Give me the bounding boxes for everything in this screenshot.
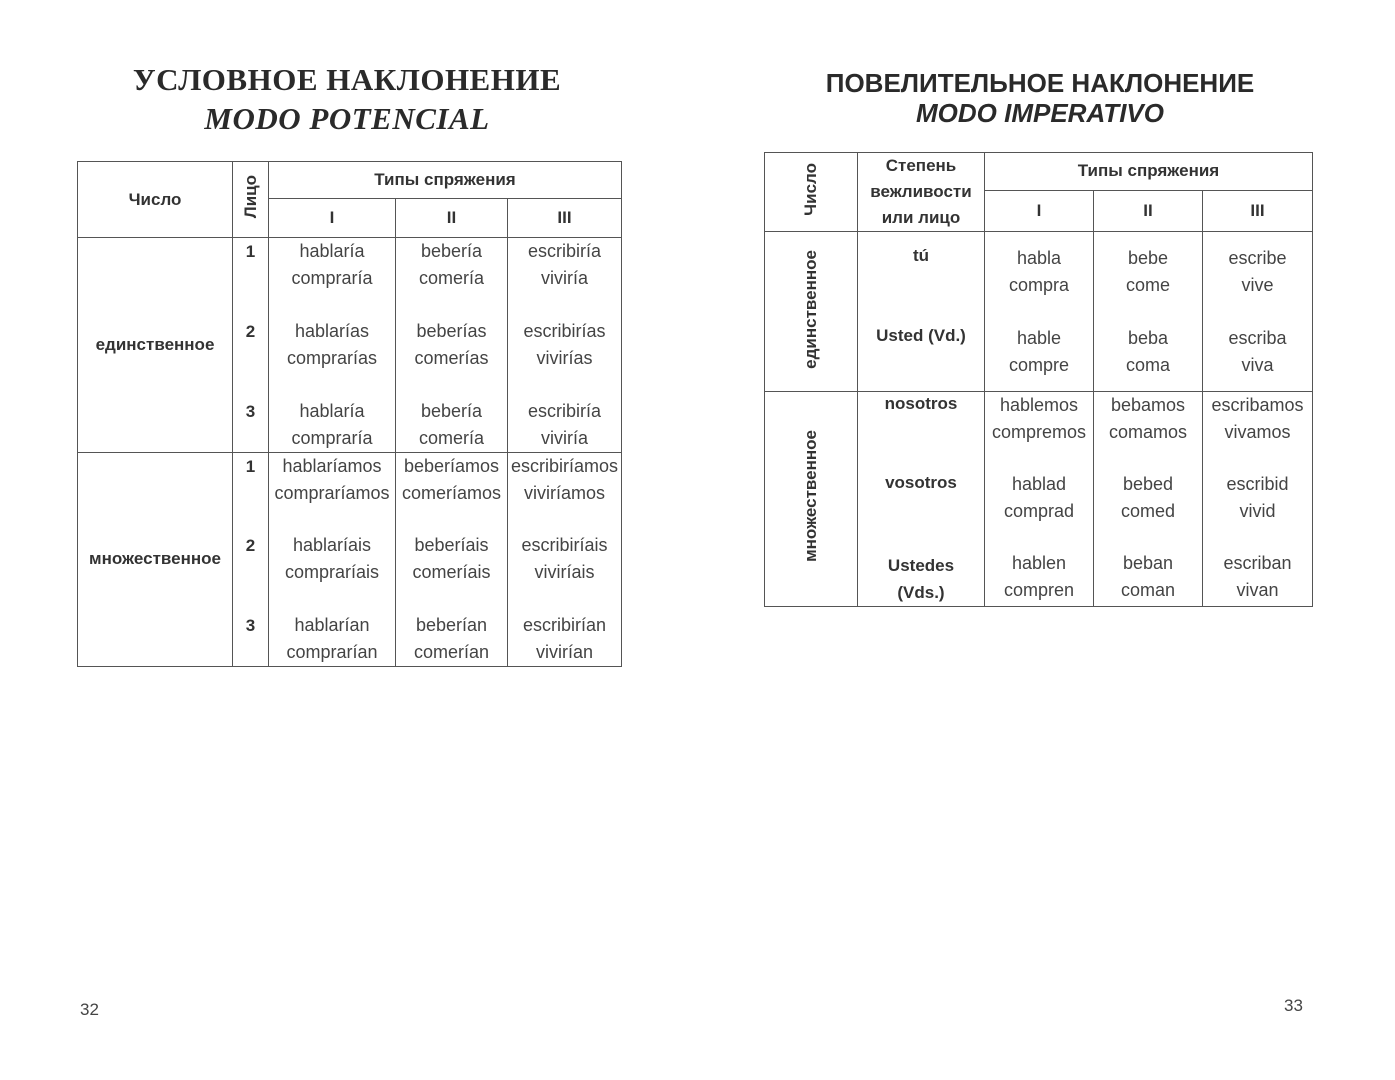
person-number: 2 bbox=[233, 318, 269, 398]
person-label: vosotros bbox=[858, 471, 985, 550]
verb-form-cell: bebería comería bbox=[396, 238, 508, 318]
page-number: 32 bbox=[80, 1000, 99, 1019]
left-page bbox=[0, 0, 690, 1080]
person-number: 3 bbox=[233, 398, 269, 453]
page-subtitle: MODO POTENCIAL bbox=[204, 101, 490, 136]
header-number: Число bbox=[765, 153, 858, 232]
verb-form-cell: hablaría compraría bbox=[269, 398, 396, 453]
header-conj-1: I bbox=[269, 199, 396, 238]
conditional-mood-table bbox=[77, 161, 622, 667]
row-label-singular: единственное bbox=[765, 232, 858, 392]
verb-form-cell: escribiríais viviríais bbox=[508, 532, 622, 612]
header-conj-3: III bbox=[508, 199, 622, 238]
verb-form-cell: beban coman bbox=[1094, 550, 1203, 607]
page-subtitle: MODO IMPERATIVO bbox=[916, 98, 1164, 128]
person-number: 1 bbox=[233, 452, 269, 532]
verb-form-cell: bebed comed bbox=[1094, 471, 1203, 550]
verb-form-cell: hable compre bbox=[985, 312, 1094, 392]
header-conj-3: III bbox=[1203, 190, 1313, 231]
person-number: 1 bbox=[233, 238, 269, 318]
verb-form-cell: beberíamos comeríamos bbox=[396, 452, 508, 532]
verb-form-cell: escribiría viviría bbox=[508, 238, 622, 318]
verb-form-cell: escribamos vivamos bbox=[1203, 392, 1313, 471]
verb-form-cell: bebería comería bbox=[396, 398, 508, 453]
header-politeness: Степень вежливости или лицо bbox=[858, 153, 985, 232]
row-label-singular: единственное bbox=[78, 238, 233, 453]
verb-form-cell: escribirían vivirían bbox=[508, 612, 622, 667]
verb-form-cell: escribe vive bbox=[1203, 232, 1313, 312]
person-label: tú bbox=[858, 232, 985, 312]
page-title: УСЛОВНОЕ НАКЛОНЕНИЕ bbox=[132, 62, 562, 97]
verb-form-cell: escribiría viviría bbox=[508, 398, 622, 453]
verb-form-cell: hablarían comprarían bbox=[269, 612, 396, 667]
right-page bbox=[700, 0, 1395, 1080]
header-conj-2: II bbox=[1094, 190, 1203, 231]
header-person: Лицо bbox=[233, 162, 269, 238]
header-conjugation-types: Типы спряжения bbox=[269, 162, 622, 199]
verb-form-cell: beberían comerían bbox=[396, 612, 508, 667]
person-number: 2 bbox=[233, 532, 269, 612]
verb-form-cell: beba coma bbox=[1094, 312, 1203, 392]
verb-form-cell: hablemos compremos bbox=[985, 392, 1094, 471]
verb-form-cell: beberías comerías bbox=[396, 318, 508, 398]
header-conj-2: II bbox=[396, 199, 508, 238]
imperative-mood-table bbox=[764, 152, 1313, 607]
person-label: Usted (Vd.) bbox=[858, 312, 985, 392]
verb-form-cell: hablaríais compraríais bbox=[269, 532, 396, 612]
page-title: ПОВЕЛИТЕЛЬНОЕ НАКЛОНЕНИЕ bbox=[825, 68, 1255, 98]
verb-form-cell: hablad comprad bbox=[985, 471, 1094, 550]
person-label: nosotros bbox=[858, 392, 985, 471]
verb-form-cell: escribid vivid bbox=[1203, 471, 1313, 550]
verb-form-cell: escribirías vivirías bbox=[508, 318, 622, 398]
verb-form-cell: hablaría compraría bbox=[269, 238, 396, 318]
verb-form-cell: hablen compren bbox=[985, 550, 1094, 607]
person-label: Ustedes (Vds.) bbox=[858, 550, 985, 607]
row-label-plural: множественное bbox=[765, 392, 858, 607]
verb-form-cell: bebamos comamos bbox=[1094, 392, 1203, 471]
person-number: 3 bbox=[233, 612, 269, 667]
verb-form-cell: beberíais comeríais bbox=[396, 532, 508, 612]
row-label-plural: множественное bbox=[78, 452, 233, 667]
page-number: 33 bbox=[1284, 996, 1303, 1015]
verb-form-cell: hablarías comprarías bbox=[269, 318, 396, 398]
verb-form-cell: bebe come bbox=[1094, 232, 1203, 312]
verb-form-cell: escriban vivan bbox=[1203, 550, 1313, 607]
header-conj-1: I bbox=[985, 190, 1094, 231]
header-number: Число bbox=[78, 162, 233, 238]
verb-form-cell: hablaríamos compraríamos bbox=[269, 452, 396, 532]
verb-form-cell: escriba viva bbox=[1203, 312, 1313, 392]
verb-form-cell: escribiríamos viviríamos bbox=[508, 452, 622, 532]
header-conjugation-types: Типы спряжения bbox=[985, 153, 1313, 191]
verb-form-cell: habla compra bbox=[985, 232, 1094, 312]
